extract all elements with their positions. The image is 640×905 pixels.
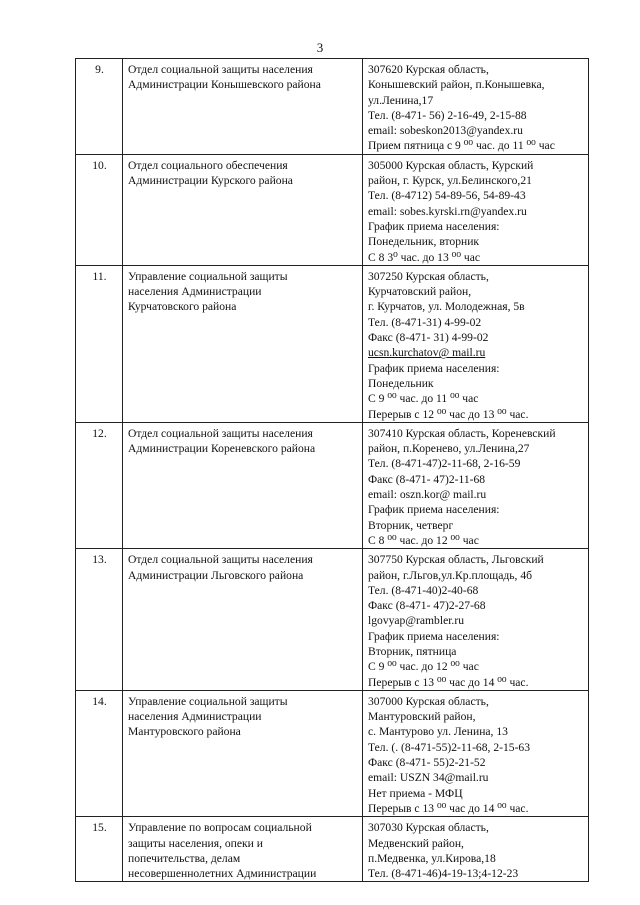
office-name-line: Отдел социальной защиты населения [128,553,313,567]
contact-line: п.Медвенка, ул.Кирова,18 [368,851,496,865]
office-contacts [363,817,589,882]
contact-line: Понедельник, вторник [368,235,480,249]
contact-line: email: USZN 34@mail.ru [368,771,489,785]
contact-line: Тел. (8-4712) 54-89-56, 54-89-43 [368,189,526,203]
contact-line: График приема населения: [368,629,500,643]
contact-line: с. Мантурово ул. Ленина, 13 [368,725,508,739]
row-number: 15. [76,817,123,882]
office-name-line: попечительства, делам [128,851,241,865]
office-name-line: Администрации Курского района [128,174,293,188]
contact-line: 307000 Курская область, [368,694,489,708]
contact-line: 305000 Курская область, Курский [368,158,534,172]
contact-line: С 9 ⁰⁰ час. до 12 ⁰⁰ час [368,660,479,674]
contact-line: Тел. (8-471-40)2-40-68 [368,583,479,597]
email-link[interactable]: ucsn.kurchatov@ mail.ru [368,346,486,360]
table-row [76,265,589,422]
table-row [76,549,589,691]
row-number: 9. [76,59,123,155]
office-contacts [363,59,589,155]
offices-table-body [76,59,589,882]
contact-line: Медвенский район, [368,836,464,850]
contact-line: район, г.Льгов,ул.Кр.площадь, 4б [368,568,533,582]
office-contacts [363,690,589,816]
row-number: 10. [76,154,123,265]
contact-line: График приема населения: [368,361,500,375]
contact-line: С 9 ⁰⁰ час. до 11 ⁰⁰ час [368,392,479,406]
contact-line: email: sobes.kyrski.rn@yandex.ru [368,204,527,218]
table-row [76,59,589,155]
contact-line: Перерыв с 13 ⁰⁰ час до 14 ⁰⁰ час. [368,675,529,689]
office-name-line: Отдел социальной защиты населения [128,426,313,440]
office-contacts [363,549,589,691]
contact-line: lgovyap@rambler.ru [368,614,464,628]
contact-line: район, г. Курск, ул.Белинского,21 [368,174,532,188]
table-row [76,422,589,548]
contact-line: С 8 3⁰ час. до 13 ⁰⁰ час [368,250,480,264]
contact-line: Вторник, четверг [368,518,454,532]
contact-line: email: oszn.kor@ mail.ru [368,488,487,502]
row-number: 14. [76,690,123,816]
office-name-line: Администрации Конышевского района [128,78,321,92]
office-name-line: Курчатовского района [128,300,237,314]
contact-line: 307250 Курская область, [368,269,489,283]
contact-line: г. Курчатов, ул. Молодежная, 5в [368,300,525,314]
office-name [123,817,363,882]
contact-line: С 8 ⁰⁰ час. до 12 ⁰⁰ час [368,533,479,547]
contact-line: Тел. (8-471-47)2-11-68, 2-16-59 [368,457,521,471]
office-name-line: Администрации Льговского района [128,568,304,582]
office-name [123,690,363,816]
contact-line: Нет приема - МФЦ [368,786,463,800]
contact-line: 307620 Курская область, [368,63,489,76]
office-name-line: Отдел социальной защиты населения [128,63,313,76]
contact-line: район, п.Коренево, ул.Ленина,27 [368,442,530,456]
contact-line: Тел. (8-471- 56) 2-16-49, 2-15-88 [368,108,527,122]
contact-line: Понедельник [368,376,434,390]
office-name [123,154,363,265]
contact-line: Вторник, пятница [368,644,457,658]
contact-line: Конышевский район, п.Конышевка, [368,78,545,92]
contact-line: Тел. (8-471-31) 4-99-02 [368,315,482,329]
office-name [123,59,363,155]
row-number: 12. [76,422,123,548]
contact-line: Перерыв с 13 ⁰⁰ час до 14 ⁰⁰ час. [368,801,529,815]
contact-line: 307750 Курская область, Льговский [368,553,544,567]
office-name-line: Управление социальной защиты [128,269,288,283]
office-name-line: Управление по вопросам социальной [128,821,312,835]
page-number: 3 [316,40,324,55]
office-contacts [363,154,589,265]
contact-line: Факс (8-471- 31) 4-99-02 [368,331,489,345]
contact-line: Прием пятница с 9 ⁰⁰ час. до 11 ⁰⁰ час [368,139,555,153]
contact-line: Мантуровский район, [368,710,476,724]
contact-line: Факс (8-471- 47)2-27-68 [368,599,486,613]
office-name [123,549,363,691]
offices-table [75,58,589,882]
table-row [76,690,589,816]
office-name [123,265,363,422]
contact-line: Тел. (8-471-46)4-19-13;4-12-23 [368,867,519,881]
office-name-line: несовершеннолетних Администрации [128,867,317,881]
row-number: 11. [76,265,123,422]
row-number: 13. [76,549,123,691]
contact-line: 307410 Курская область, Кореневский [368,426,556,440]
office-name-line: Отдел социального обеспечения [128,158,288,172]
contact-line: email: sobeskon2013@yandex.ru [368,124,523,138]
contact-line: График приема населения: [368,503,500,517]
contact-line: Факс (8-471- 55)2-21-52 [368,756,486,770]
table-row [76,817,589,882]
office-contacts [363,422,589,548]
contact-line: Курчатовский район, [368,285,472,299]
contact-line: Перерыв с 12 ⁰⁰ час до 13 ⁰⁰ час. [368,407,529,421]
contact-line: Тел. (. (8-471-55)2-11-68, 2-15-63 [368,740,531,754]
office-name-line: населения Администрации [128,285,262,299]
office-name [123,422,363,548]
contact-line: Факс (8-471- 47)2-11-68 [368,472,486,486]
office-contacts [363,265,589,422]
office-name-line: Администрации Кореневского района [128,442,316,456]
table-row [76,154,589,265]
contact-line: ул.Ленина,17 [368,93,434,107]
office-name-line: Мантуровского района [128,725,241,739]
contact-line: 307030 Курская область, [368,821,489,835]
office-name-line: Управление социальной защиты [128,694,288,708]
contact-line: График приема населения: [368,219,500,233]
office-name-line: населения Администрации [128,710,262,724]
office-name-line: защиты населения, опеки и [128,836,263,850]
